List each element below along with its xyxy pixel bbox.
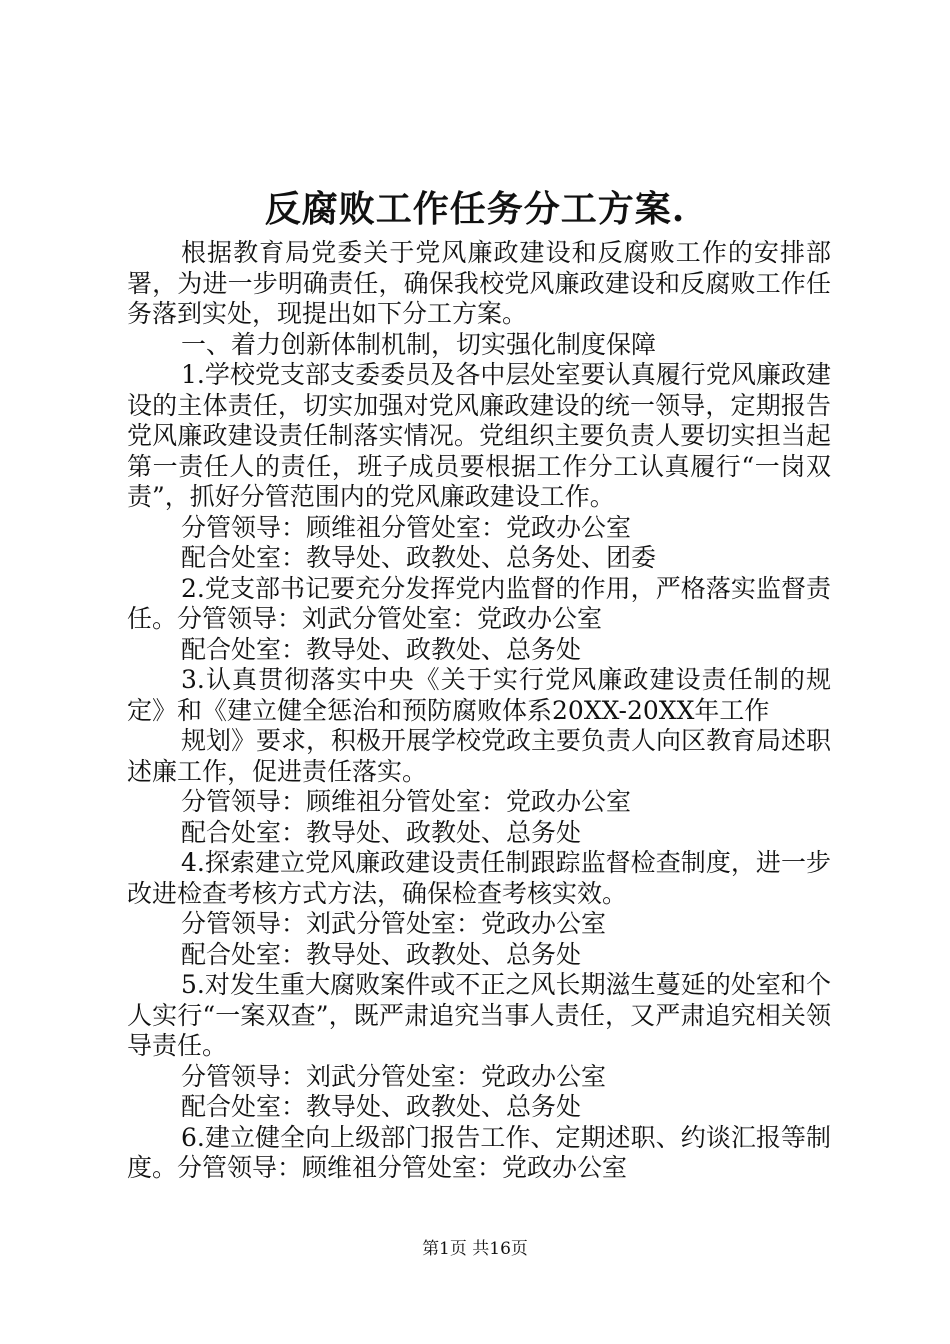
document-title: 反腐败工作任务分工方案. (264, 188, 686, 230)
paragraph: 配合处室：教导处、政教处、总务处 (181, 634, 582, 664)
document-body (127, 238, 831, 1184)
paragraph: 5.对发生重大腐败案件或不正之风长期滋生蔓延的处室和个人实行“一案双查”，既严肃追究当事人责任，又严肃追究相关领导责任。 (127, 970, 831, 1060)
paragraph: 2.党支部书记要充分发挥党内监督的作用，严格落实监督责任。分管领导：刘武分管处室：党政办公室 (127, 573, 831, 633)
page-footer: 第1页 共16页 (422, 1239, 528, 1259)
paragraph: 配合处室：教导处、政教处、总务处 (181, 939, 582, 969)
paragraph: 3.认真贯彻落实中央《关于实行党风廉政建设责任制的规定》和《建立健全惩治和预防腐败体系20XX-20XX年工作 (127, 665, 831, 725)
paragraph: 配合处室：教导处、政教处、总务处 (181, 817, 582, 847)
section-heading: 一、着力创新体制机制，切实强化制度保障 (181, 329, 657, 359)
paragraph: 分管领导：刘武分管处室：党政办公室 (181, 1061, 607, 1091)
paragraph: 根据教育局党委关于党风廉政建设和反腐败工作的安排部署，为进一步明确责任，确保我校党风廉政建设和反腐败工作任务落到实处，现提出如下分工方案。 (127, 238, 831, 328)
paragraph: 分管领导：顾维祖分管处室：党政办公室 (181, 787, 632, 816)
paragraph: 分管领导：顾维祖分管处室：党政办公室 (181, 512, 632, 542)
paragraph: 1.学校党支部支委委员及各中层处室要认真履行党风廉政建设的主体责任，切实加强对党风廉政建设的统一领导，定期报告党风廉政建设责任制落实情况。党组织主要负责人要切实担当起第一责任人的责任，班子成员要根据工作分工认真履行“一岗双责”，抓好分管范围内的党风廉政建设工作。 (127, 360, 831, 511)
paragraph: 6.建立健全向上级部门报告工作、定期述职、约谈汇报等制度。分管领导：顾维祖分管处室：党政办公室 (127, 1122, 831, 1182)
paragraph: 配合处室：教导处、政教处、总务处 (181, 1092, 582, 1121)
paragraph: 4.探索建立党风廉政建设责任制跟踪监督检查制度，进一步改进检查考核方式方法，确保检查考核实效。 (127, 848, 831, 908)
paragraph: 分管领导：刘武分管处室：党政办公室 (181, 909, 607, 938)
paragraph: 规划》要求，积极开展学校党政主要负责人向区教育局述职述廉工作，促进责任落实。 (127, 726, 832, 786)
paragraph: 配合处室：教导处、政教处、总务处、团委 (181, 543, 657, 572)
